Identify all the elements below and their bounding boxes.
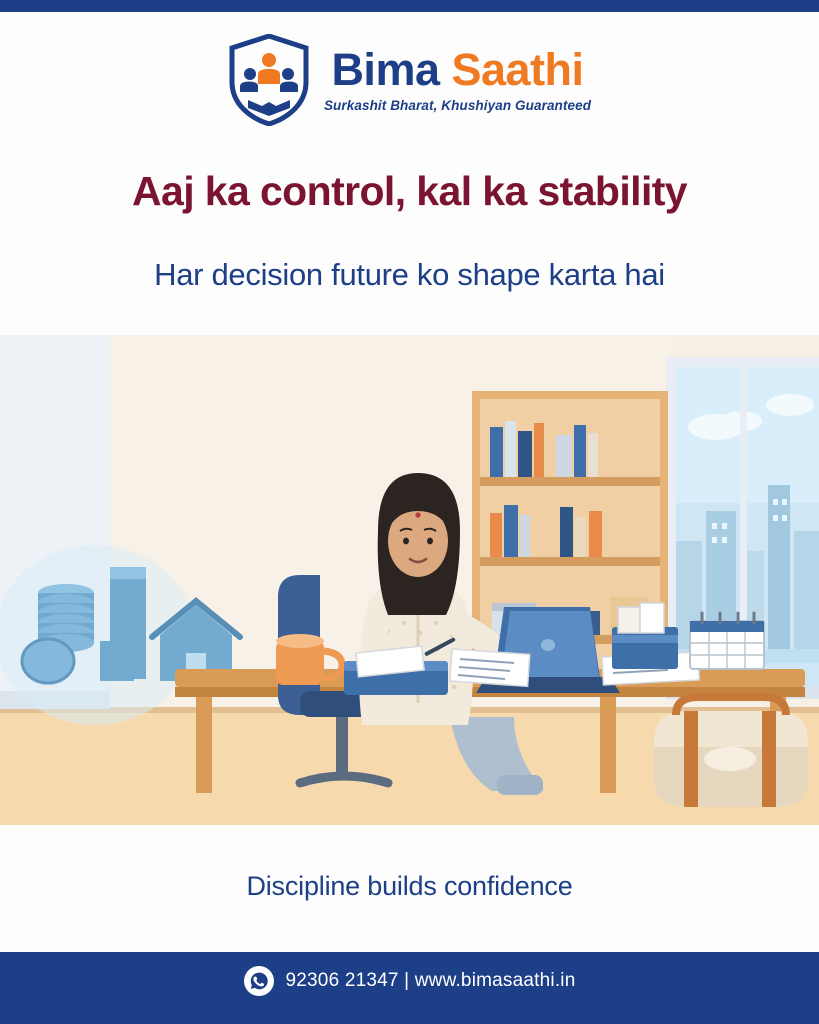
headline: Aaj ka control, kal ka stability: [131, 168, 688, 214]
brand-text: [323, 44, 592, 113]
top-accent-bar: [0, 0, 819, 12]
brand-name-secondary: Saathi: [451, 44, 584, 95]
contact-info: 92306 21347 | www.bimasaathi.in: [285, 970, 576, 991]
brand-logo: [0, 30, 819, 130]
subheadline: Har decision future ko shape karta hai: [154, 257, 665, 293]
whatsapp-icon[interactable]: [244, 966, 274, 996]
contact-strip: [0, 952, 819, 1010]
bima-saathi-shield-logo-icon: [228, 34, 310, 126]
brand-name: [331, 44, 584, 95]
brand-tagline: Surkashit Bharat, Khushiyan Guaranteed: [323, 98, 592, 113]
footer-tagline: Discipline builds confidence: [246, 871, 573, 902]
brand-name-primary: Bima: [331, 44, 440, 95]
woman-working-at-desk-illustration: [0, 335, 819, 825]
bottom-accent-bar: [0, 1010, 819, 1024]
